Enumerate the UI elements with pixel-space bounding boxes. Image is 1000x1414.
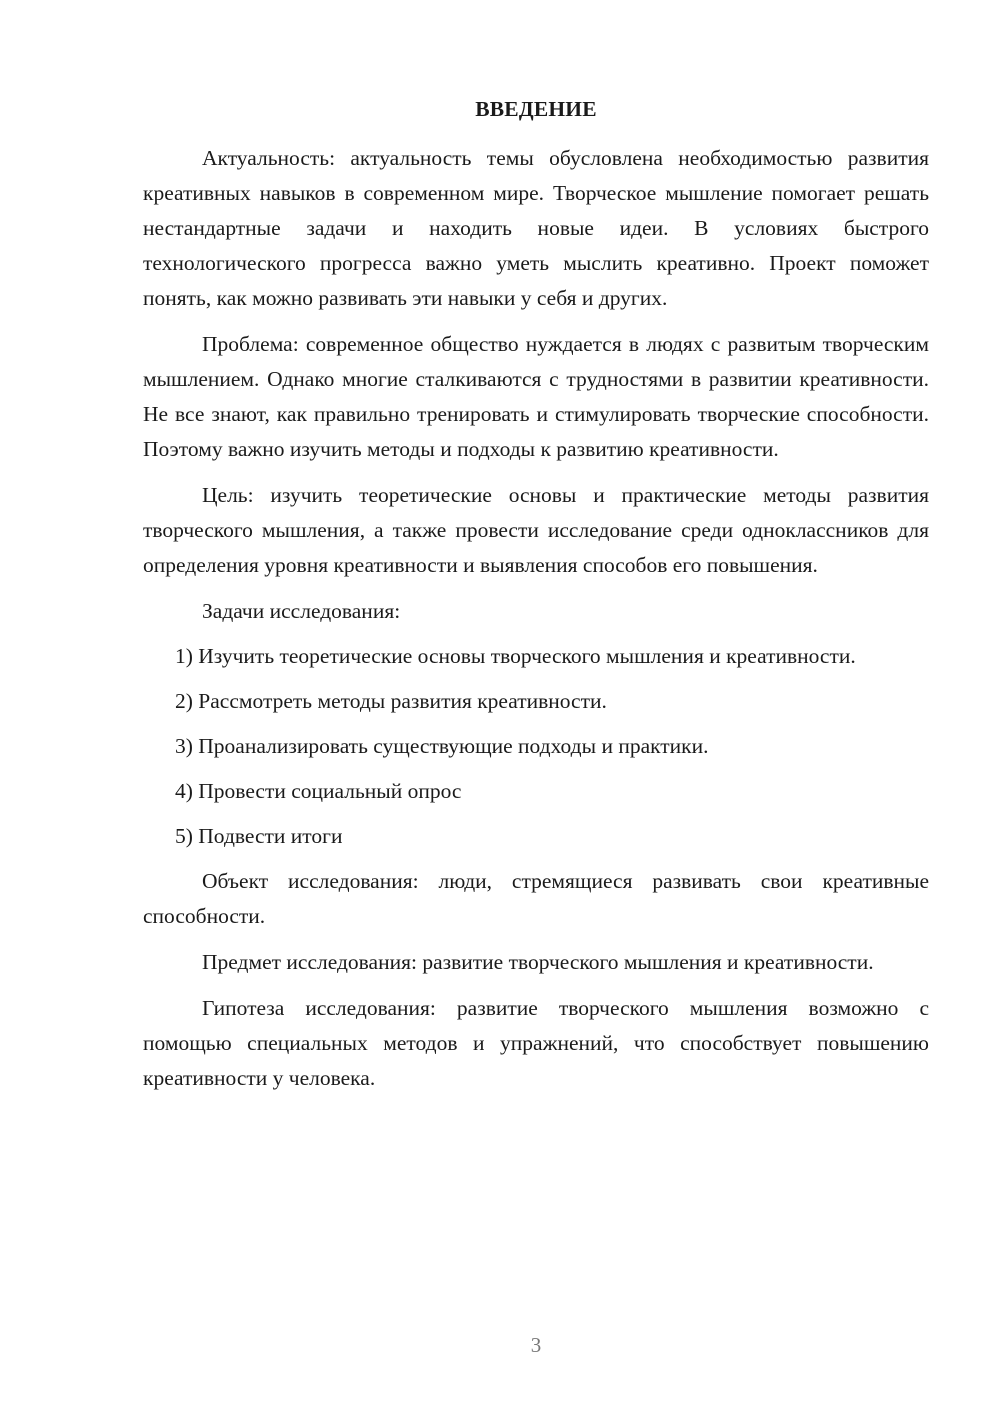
goal-paragraph: Цель: изучить теоретические основы и практические методы развития творческого мышления, а также провести исследование среди одноклассников для определения уровня креативности и выявления способов его повышения. bbox=[143, 483, 929, 577]
task-item: 1) Изучить теоретические основы творческого мышления и креативности. bbox=[175, 644, 856, 668]
task-item: 3) Проанализировать существующие подходы и практики. bbox=[175, 734, 709, 758]
hypothesis-paragraph: Гипотеза исследования: развитие творческого мышления возможно с помощью специальных методов и упражнений, что способствует повышению креативности у человека. bbox=[143, 996, 929, 1090]
page-number: 3 bbox=[530, 1333, 542, 1357]
task-item: 2) Рассмотреть методы развития креативности. bbox=[175, 689, 607, 713]
task-item: 4) Провести социальный опрос bbox=[175, 779, 462, 803]
problem-paragraph: Проблема: современное общество нуждается в людях с развитым творческим мышлением. Однако многие сталкиваются с трудностями в развитии креативности. Не все знают, как правильно тренировать и стимулировать творческие способности. Поэтому важно изучить методы и подходы к развитию креативности. bbox=[143, 332, 929, 461]
document-page bbox=[143, 92, 929, 1107]
page-title: ВВЕДЕНИЕ bbox=[475, 97, 597, 121]
object-paragraph: Объект исследования: люди, стремящиеся развивать свои креативные способности. bbox=[143, 869, 929, 928]
relevance-paragraph: Актуальность: актуальность темы обусловлена необходимостью развития креативных навыков в современном мире. Творческое мышление помогает решать нестандартные задачи и находить новые идеи. В условиях быстрого технологического прогресса важно уметь мыслить креативно. Проект поможет понять, как можно развивать эти навыки у себя и других. bbox=[143, 146, 929, 310]
subject-paragraph: Предмет исследования: развитие творческого мышления и креативности. bbox=[202, 950, 874, 974]
task-item: 5) Подвести итоги bbox=[175, 824, 343, 848]
tasks-heading: Задачи исследования: bbox=[202, 599, 401, 623]
